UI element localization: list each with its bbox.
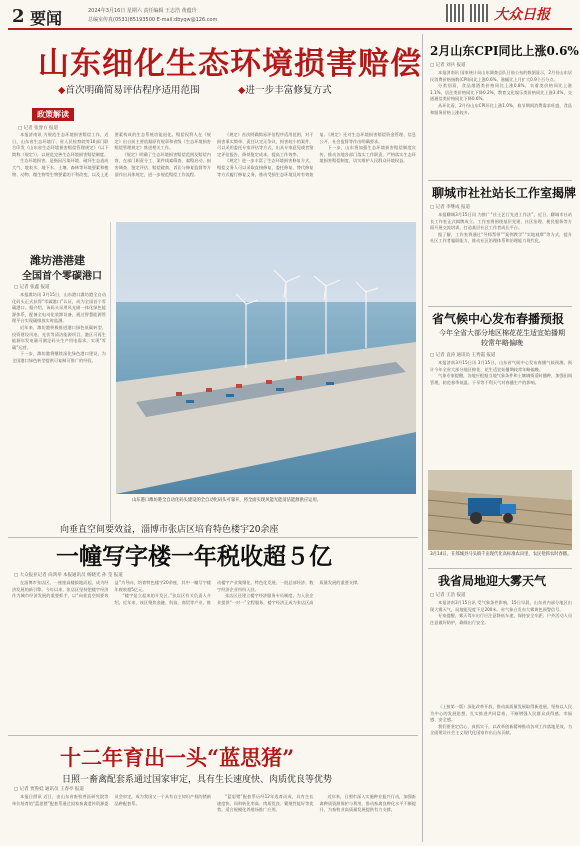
port-byline: □ 记者 张鑫 报道 [14,285,50,290]
section-divider [428,568,572,569]
page-name: 要闻 [30,9,63,28]
pig-headline: 十二年育出一头“蓝思猪” [60,745,295,770]
spring-subheadline: 今年全省大部分地区棉花花生适宜始播期较常年略偏晚 [439,329,565,347]
port-body: 本报潍坊讯 3月15日，山东港口潍坊港全自动化码头正式获得“零碳港口”认证，成为全国首个零碳港口。据介绍，该码头采用风光储一体化绿色能源体系，配备全电动化装卸设备，通过智慧能源管理平台实现碳排放实时监测。 近年来，潍坊港积极推进港口绿色低碳转型，投资建设风电、光伏等清洁能源项目，港区可再生能源年发电量可满足码头生产用电需求，实现“零碳”运营。 下一步，潍坊港将继续深化绿色港口建设，为全国港口绿色转型提供可复制可推广的经验。 [12,292,106,363]
continued-body: （上接第一版）深化改革开放，推动高质量发展取得新进展。坚持以人民为中心的发展思想，扎实推进共同富裕，不断增强人民群众获得感、幸福感、安全感。 我们要坚定信心、真抓实干，以改革创新精神推动各项工作落地见效，为全面建设社会主义现代化国家作出山东贡献。 [430,704,572,736]
tower-body: 在淄博市张店区，一座座高楼拔地而起，成为经济发展的新引擎。今年以来，张店区坚持把楼宇经济作为城市经济发展的重要抓手，以“向垂直空间要效益”为导向，培育特色楼宇20余座，其中一幢写字楼年税收超5亿元。 “楼宇是立起来的开发区。”张店区有关负责人介绍，近年来，该区聚焦金融、科技、商贸等产业，推动楼宇产业集聚化、特色化发展，一批总部经济、数字经济企业纷纷入驻。 张店区还建立楼宇经济服务专员制度，为入驻企业提供“一对一”全程服务，楼宇经济正成为张店区高质量发展的重要支撑。 [12,580,362,605]
newspaper-logo: 大众日报 [494,7,550,23]
fog-byline: □ 记者 王浩 报道 [430,593,466,598]
lead-byline: □ 记者 张誉方 报道 [18,126,59,131]
column-divider [422,34,423,842]
lead-headline: 山东细化生态环境损害赔偿 [38,46,422,82]
page-number: 2 [12,6,25,27]
qr-code-icon [470,4,488,22]
pig-byline: □ 记者 贾鲁娃 通讯员 王春亭 报道 [14,787,84,792]
header-rule [8,28,572,30]
policy-tag: 政策解读 [32,108,74,121]
cpi-headline: 2月山东CPI同比上涨0.6% [430,44,579,58]
spring-photo [428,470,572,550]
lead-bullet: ◆首次明确简易评估程序适用范围 [58,85,200,96]
tower-byline: □ 大众报业记者 尚鸿举 本报通讯员 杨晓光 孙 莹 报道 [14,573,123,578]
section-divider [428,306,572,307]
pig-subheadline: 日照一畜禽配套系通过国家审定，具有生长速度快、肉质优良等优势 [62,775,333,785]
pig-body: 本报日照讯 近日，由山东省畜牧兽医研究院等单位培育的“蓝思猪”配套系通过国家畜禽遗传资源委员会审定，成为我国又一个具有自主知识产权的猪新品种配套系。 “蓝思猪”配套系历经12年选育而成，具有生长速度快、饲料转化率高、肉质优良、繁殖性能好等优势，适合规模化养殖场推广应用。 近年来，日照市深入实施种业振兴行动，加强畜禽种质资源保护与利用，推动畜禽良种化水平不断提升，为畜牧业高质量发展提供有力支撑。 [12,794,416,813]
spring-photo-caption: 3月14日，在郯城县马头镇千亩现代化高标准农田里，农民抢抓农时春播。 [430,552,572,557]
port-photo-caption: 山东港口潍坊港全自动化码头建设的全自动化码头可靠开，将全面实现风能光能清洁能源供应运用。 [132,498,322,503]
lead-body: 本报济南讯 为规范生态环境损害赔偿工作，近日，山东省生态环境厅、省人民检察院等10部门联合印发《山东省生态环境损害赔偿管理规定》（以下简称《规定》），以规范完善生态环境损害赔偿制度。 生态环境损害，是指因污染环境、破坏生态造成大气、地表水、地下水、土壤、森林等环境要素和植物、动物、微生物等生物要素的不利改变，以及上述要素构成的生态系统功能退化。赔偿权利人在《规定》出台前主要依据原有规章和省级《生态环境损害赔偿管理规定》推进相关工作。 《规定》明确了生态环境损害赔偿范围及赔偿内容，在部门职责分工、案件线索筛查、索赔启动、损害调查、鉴定评估、赔偿磋商、诉讼与修复监督等方面作出具体规定，进一步规范赔偿工作流程。 《规定》首次明确简易评估程序适用范围，对于损害事实简单、责任认定无争议、损害较小的案件，可以采用委托专家评估等方式，出具专家意见或者鉴定评估报告，降低鉴定成本，提高工作效率。 《规定》进一步丰富了生态环境损害修复方式，赔偿义务人可以采取直接修复、委托修复、替代修复等方式履行修复义务，推动受损生态环境及时有效恢复。《规定》还对生态环境损害赔偿资金管理、信息公开、社会监督等作出明确要求。 下一步，山东将加强生态环境损害赔偿制度宣传，推动各地各部门落实工作职责，严格落实生态环境损害赔偿制度，切实维护人民群众环境权益。 [12,132,416,177]
cpi-body: 本报济南讯 国家统计局山东调查总队日前公布的数据显示，2月份山东居民消费价格指数(CPI)同比上涨0.6%，涨幅比上月扩大0.9个百分点。 分类别看，食品烟酒类价格同比上涨0.8%，衣着类价格同比上涨1.1%，居住类价格同比下降0.2%，教育文化娱乐类价格同比上涨3.4%，交通通信类价格同比下降0.6%。 从环比看，2月份山东CPI环比上涨1.0%，春节期间消费需求旺盛，食品和服务价格上涨较多。 [430,70,572,115]
fog-body: 本报济南3月15日讯 受气象条件影响，15日早晨，山东省内部分地区出现大雾天气，局地能见度不足200米。省气象台发布大雾黄色预警信号。 专家提醒，雾天驾车出行应注意降低车速，保持安全车距；户外活动人员注意做好防护，确保出行安全。 [430,600,572,625]
publication-contact: 总编室传真(0531)85193500 E-mail:dbyqw@126.com [88,17,218,23]
mayor-body: 本报聊城3月15日讯 为推广“社士艺行先进工作法”，近日，聊城市社站长工作室正式揭牌成立。工作室将围绕基层党建、社区治理、便民服务等方面开展交流培训，打造基层社区工作者成长平台。 据了解，工作室将通过“导师帮带”“案例教学”“实地观摩”等方式，提升社区工作者履职能力，推动社区治理体系和治理能力现代化。 [430,212,572,244]
mayor-headline: 聊城市社社站长工作室揭牌 [432,186,577,200]
publication-date: 2024年3月16日 星期六 责任编辑 王志浩 黄蕴玲 [88,8,197,14]
tower-kicker: 向垂直空间要效益，淄博市张店区培育特色楼宇20余座 [60,525,279,535]
spring-body: 本报济南3月15日讯 3月15日，山东省气候中心发布春播气候预测。预计今年全省大部分地区棉花、花生适宜始播期较常年略偏晚。 气象专家提醒，各地应根据当地气象条件和土壤墒情适时播种，加强田间管理，防范春季低温、干旱等不利天气对春播生产的影响。 [430,360,572,385]
farm-field-image [428,470,572,550]
cpi-byline: □ 记者 刘兵 报道 [430,63,466,68]
spring-byline: □ 记者 袁涛 通讯员 王秀霞 报道 [430,353,496,358]
masthead [0,0,580,30]
section-divider [8,735,418,736]
mayor-byline: □ 记者 李继成 报道 [430,205,471,210]
section-divider [428,180,572,181]
port-subheadline: 全国首个零碳港口 [22,271,102,282]
tower-headline: 一幢写字楼一年税收超５亿 [56,543,332,570]
spring-headline: 省气候中心发布春播预报 [432,312,565,326]
lead-bullet: ◆进一步丰富修复方式 [238,85,332,96]
port-headline: 潍坊港港建 [30,254,85,267]
fog-headline: 我省局地迎大雾天气 [438,574,547,588]
port-photo [116,222,416,494]
port-aerial-image [116,222,416,494]
port-box [12,222,111,522]
qr-code-icon [446,4,464,22]
